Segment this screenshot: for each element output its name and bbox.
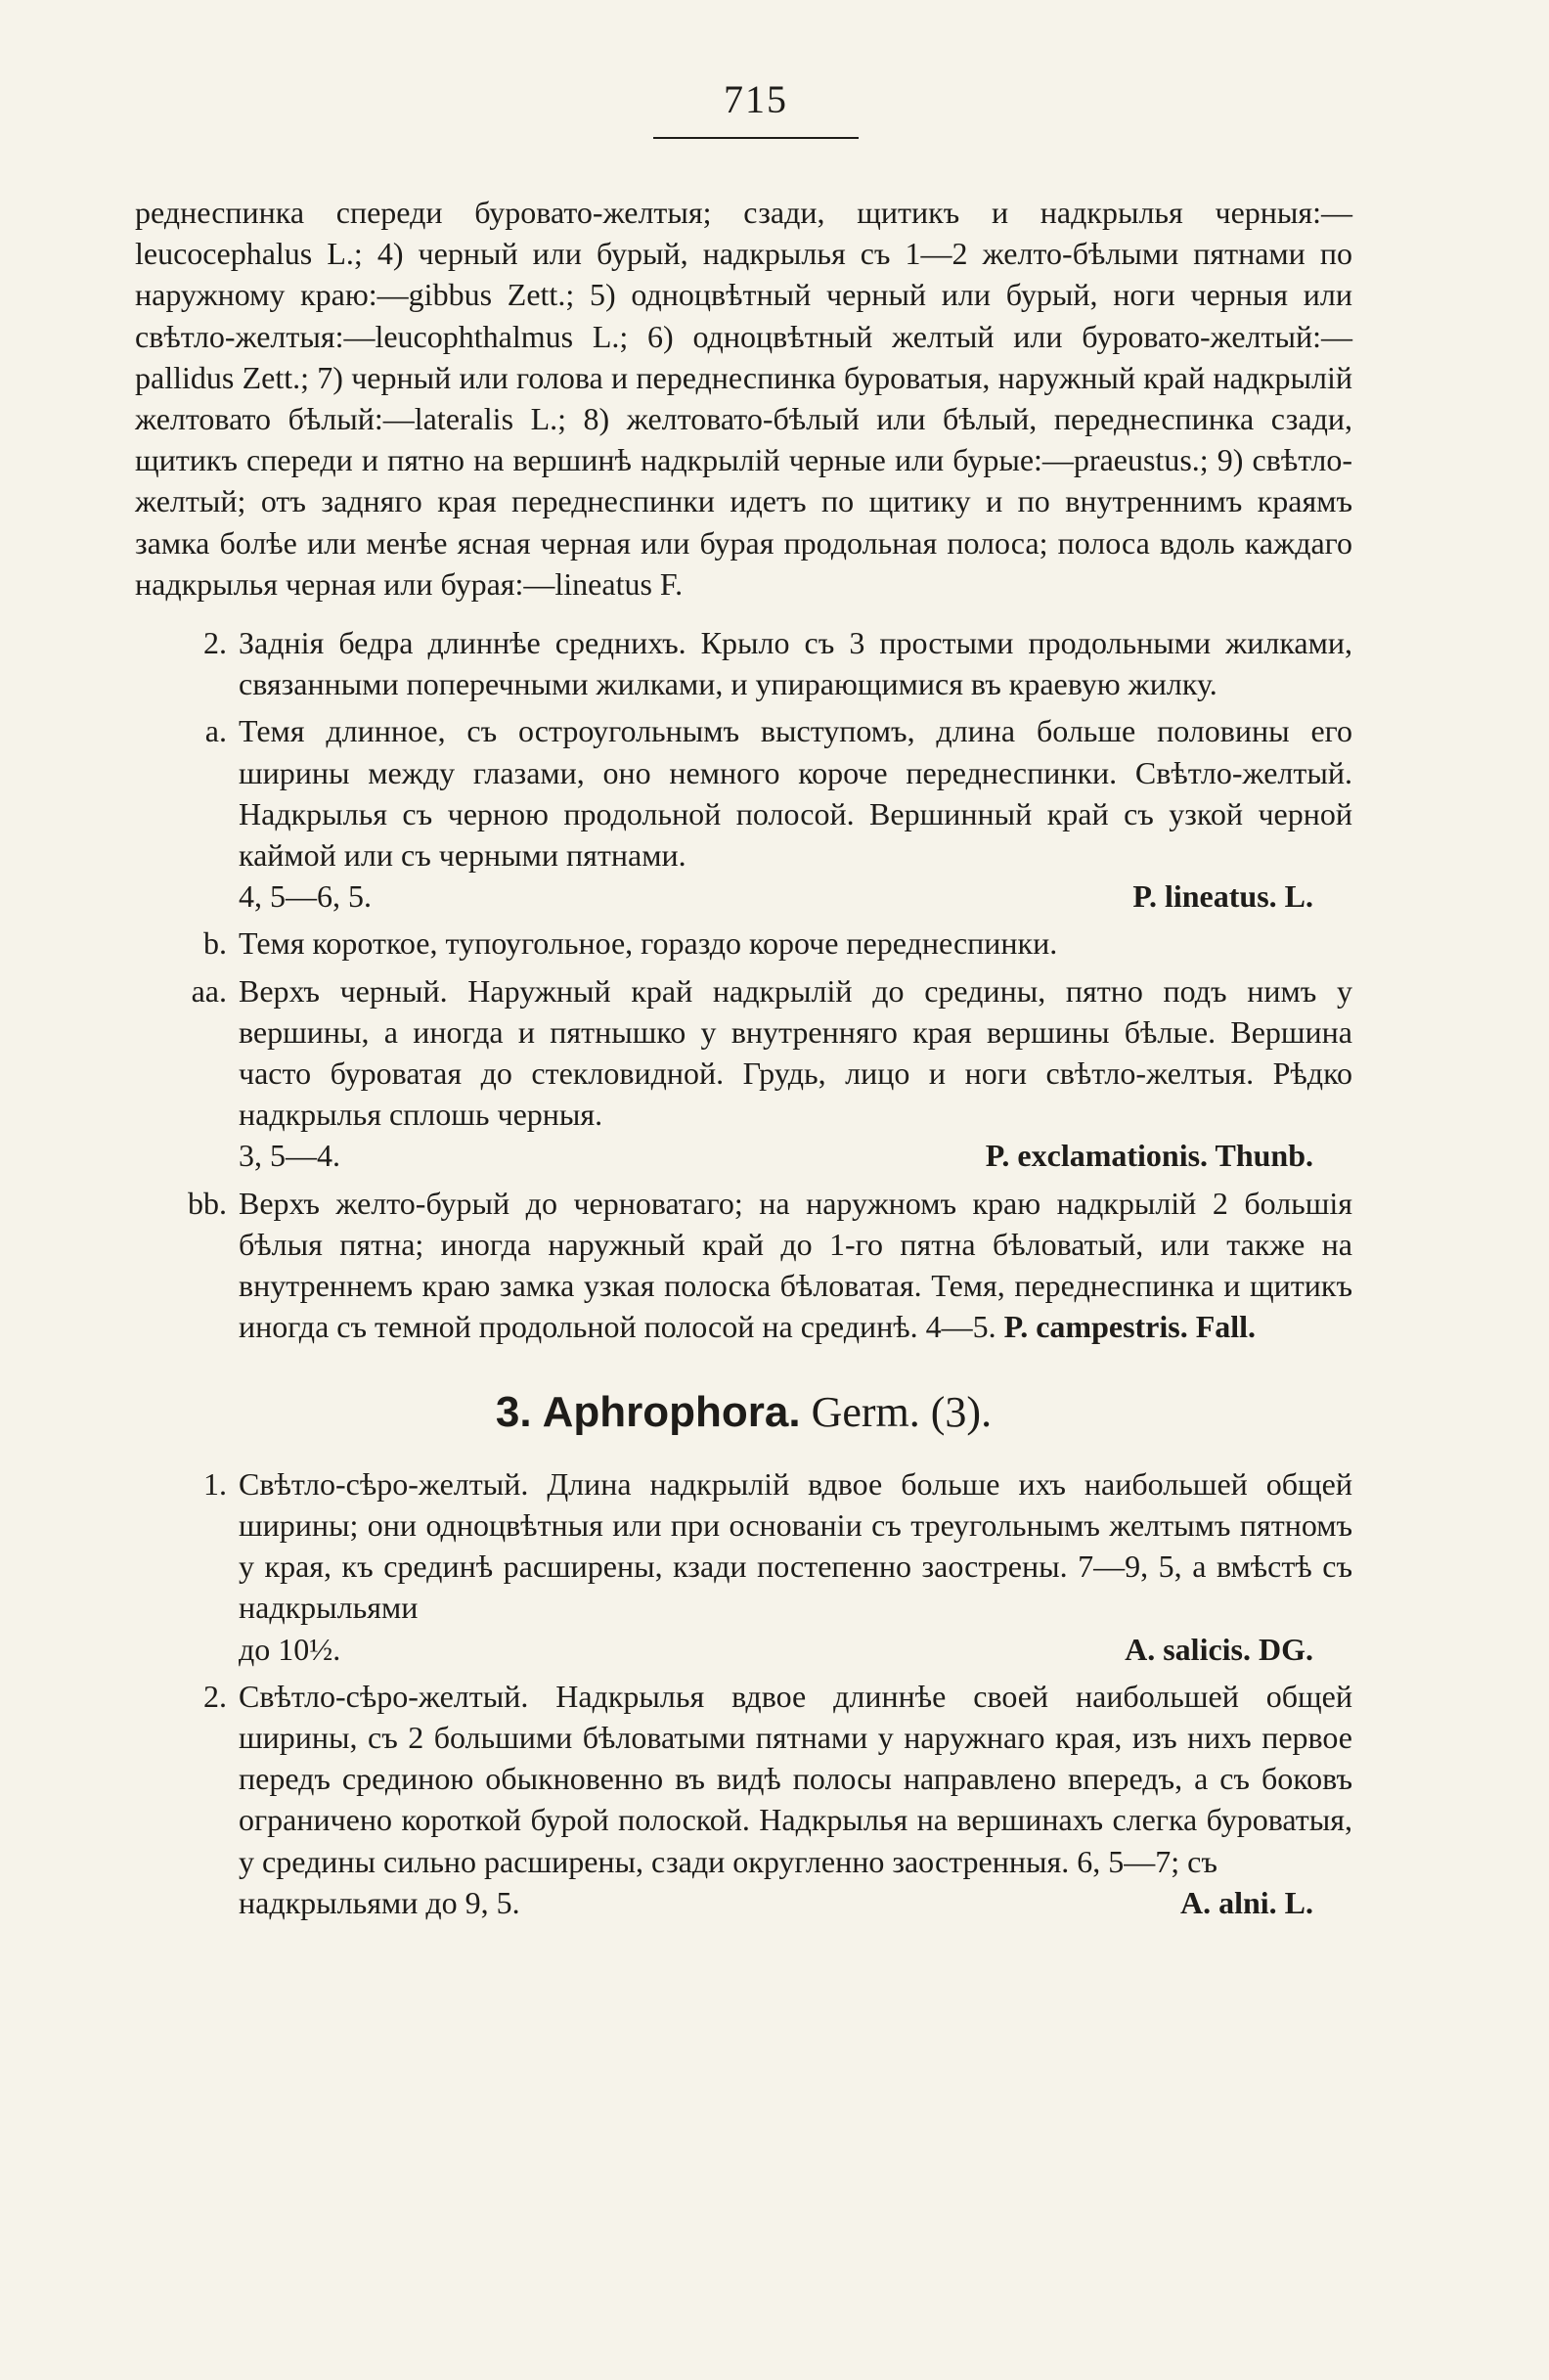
species-name: P. exclamationis. Thunb. — [985, 1138, 1313, 1174]
species-count: (3). — [930, 1388, 993, 1437]
entry-label: 2. — [203, 625, 227, 661]
entry-label: aa. — [191, 972, 227, 1009]
heading-number: 3. — [495, 1388, 532, 1437]
species-name: A. salicis. DG. — [1125, 1631, 1313, 1667]
entry-size: 3, 5—4. — [239, 1138, 340, 1174]
genus-name: Aphrophora. — [542, 1388, 801, 1437]
entry-text: Темя короткое, тупоугольное, гораздо короче переднеспинки. — [239, 925, 1058, 962]
entry-text: Верхъ черный. Наружный край надкрылій до средины, пятно подъ нимъ у вершины, а иногда и пятнышко у внутренняго края вершины бѣлые. Вершина часто буроватая до стекловидной. Грудь, лицо и ноги свѣтло-желтыя. Рѣдко надкрылья сплошь черныя. — [239, 972, 1352, 1133]
entry-label: b. — [203, 925, 227, 962]
intro-paragraph: реднеспинка спереди буровато-желтыя; сзади, щитикъ и надкрылья черныя:—leucocephalus L.; 4) черный или бурый, надкрылья съ 1—2 желто-бѣлыми пятнами по наружному краю:—gibbus Zett.; 5) одноцвѣтный черный или бурый, ноги черныя или свѣтло-желтыя:—leucophthalmus L.; 6) одноцвѣтный желтый или буровато-желтый:—pallidus Zett.; 7) черный или голова и переднеспинка буроватыя, наружный край надкрылій желтовато бѣлый:—lateralis L.; 8) желтовато-бѣлый или бѣлый, переднеспинка сзади, щитикъ спереди и пятно на вершинѣ надкрылій черные или бурые:—praeustus.; 9) свѣтло-желтый; отъ задняго края переднеспинки идетъ по щитику и по внутреннимъ краямъ замка болѣе или менѣе ясная черная или бурая продольная полоса; полоса вдоль каждаго надкрылья черная или бурая:—lineatus F. — [135, 195, 1352, 602]
section-heading — [135, 1388, 1352, 1437]
key-entry-2 — [135, 622, 1352, 704]
key-entry-a — [135, 710, 1352, 917]
page-number-rule — [653, 137, 859, 139]
entry-label: bb. — [188, 1185, 227, 1221]
species-name: A. alni. L. — [1179, 1884, 1313, 1920]
key-entry-bb — [135, 1183, 1352, 1348]
page-body — [135, 192, 1352, 1923]
entry-label: a. — [204, 713, 227, 749]
genus-author: Germ. — [811, 1388, 920, 1437]
key-entry-1 — [135, 1463, 1352, 1670]
entry-text: Темя длинное, съ остроугольнымъ выступомъ, длина больше половины его ширины между глазами, оно немного короче переднеспинки. Свѣтло-желтый. Надкрылья съ черною продольной полосой. Вершинный край съ узкой черной каймой или съ черными пятнами. — [239, 713, 1352, 874]
entry-text: Свѣтло-сѣро-желтый. Длина надкрылій вдвое больше ихъ наибольшей общей ширины; они одноцвѣтныя или при основаніи съ треугольнымъ желтымъ пятномъ у края, къ срединѣ расширены, кзади постепенно заострены. 7—9, 5, а вмѣстѣ съ надкрыльями — [239, 1465, 1352, 1626]
entry-size: 4, 5—6, 5. — [239, 878, 372, 915]
entry-label: 2. — [203, 1678, 227, 1714]
key-entry-b — [135, 922, 1352, 964]
key-entry-aa — [135, 970, 1352, 1177]
spacer — [135, 605, 1352, 622]
entry-label: 1. — [203, 1465, 227, 1502]
species-name: P. campestris. Fall. — [1003, 1309, 1257, 1345]
entry-text: Заднія бедра длиннѣе среднихъ. Крыло съ 3 простыми продольными жилками, связанными поперечными жилками, и упирающимися въ краевую жилку. — [239, 625, 1352, 702]
entry-size: надкрыльями до 9, 5. — [239, 1884, 520, 1920]
entry-text: Верхъ желто-бурый до черноватаго; на наружномъ краю надкрылій 2 большія бѣлыя пятна; иногда наружный край до 1-го пятна бѣловатый, или также на внутреннемъ краю замка узкая полоска бѣловатая. Темя, переднеспинка и щитикъ иногда съ темной продольной полосой на срединѣ. 4—5. — [239, 1185, 1352, 1345]
species-name: P. lineatus. L. — [1132, 878, 1313, 915]
entry-size: до 10½. — [239, 1631, 341, 1667]
key-entry-2-aphrophora — [135, 1676, 1352, 1923]
page-number: 715 — [724, 77, 788, 121]
entry-text: Свѣтло-сѣро-желтый. Надкрылья вдвое длиннѣе своей наибольшей общей ширины, съ 2 большими бѣловатыми пятнами у наружнаго края, изъ нихъ первое передъ срединою обыкновенно въ видѣ полосы направлено впередъ, а съ боковъ ограничено короткой бурой полоской. Надкрылья на вершинахъ слегка буроватыя, у средины сильно расширены, сзади округленно заостренныя. 6, 5—7; съ — [239, 1678, 1352, 1879]
